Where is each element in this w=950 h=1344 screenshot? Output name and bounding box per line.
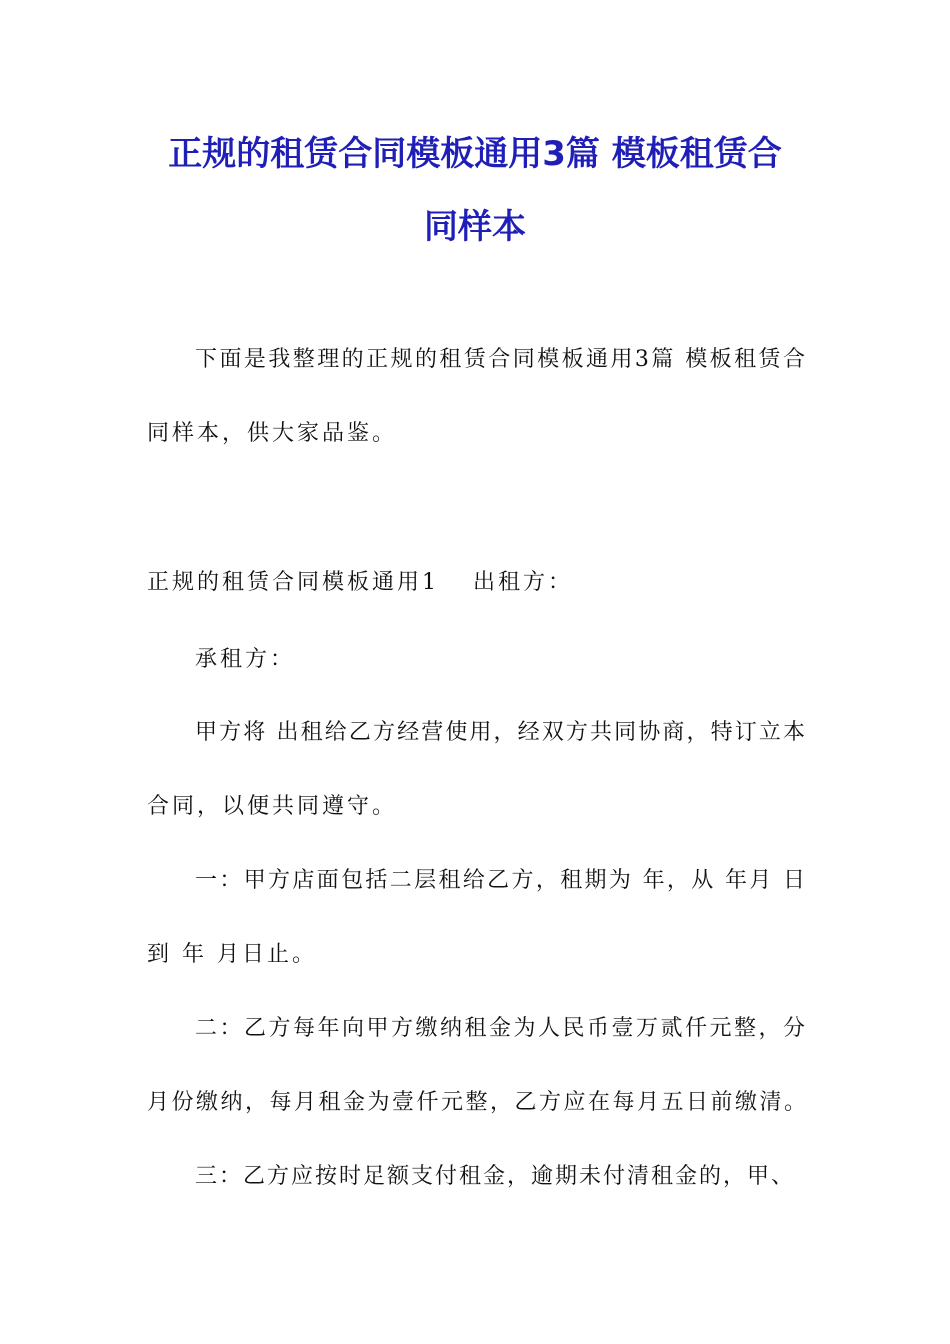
- paragraph-3-line-2: 月份缴纳，每月租金为壹仟元整，乙方应在每月五日前缴清。: [147, 1090, 807, 1115]
- paragraph-1-line-1: 甲方将 出租给乙方经营使用，经双方共同协商，特订立本: [195, 720, 807, 745]
- document-title-line-1: 正规的租赁合同模板通用3篇 模板租赁合: [168, 134, 782, 174]
- paragraph-2-line-1: 一：甲方店面包括二层租给乙方，租期为 年，从 年月 日: [195, 868, 807, 893]
- paragraph-1-line-2: 合同，以便共同遵守。: [147, 794, 398, 819]
- document-title-line-2: 同样本: [424, 207, 526, 247]
- lessor-label: 出租方：: [473, 570, 574, 595]
- lessee-label: 承租方：: [195, 647, 296, 672]
- paragraph-2-line-2: 到 年 月日止。: [147, 942, 317, 967]
- intro-line-2: 同样本，供大家品鉴。: [147, 421, 398, 446]
- section-heading: 正规的租赁合同模板通用1: [147, 570, 439, 595]
- paragraph-3-line-1: 二：乙方每年向甲方缴纳租金为人民币壹万贰仟元整，分: [195, 1016, 807, 1041]
- paragraph-4-line-1: 三：乙方应按时足额支付租金，逾期未付清租金的，甲、: [195, 1164, 796, 1189]
- intro-line-1: 下面是我整理的正规的租赁合同模板通用3篇 模板租赁合: [195, 347, 807, 372]
